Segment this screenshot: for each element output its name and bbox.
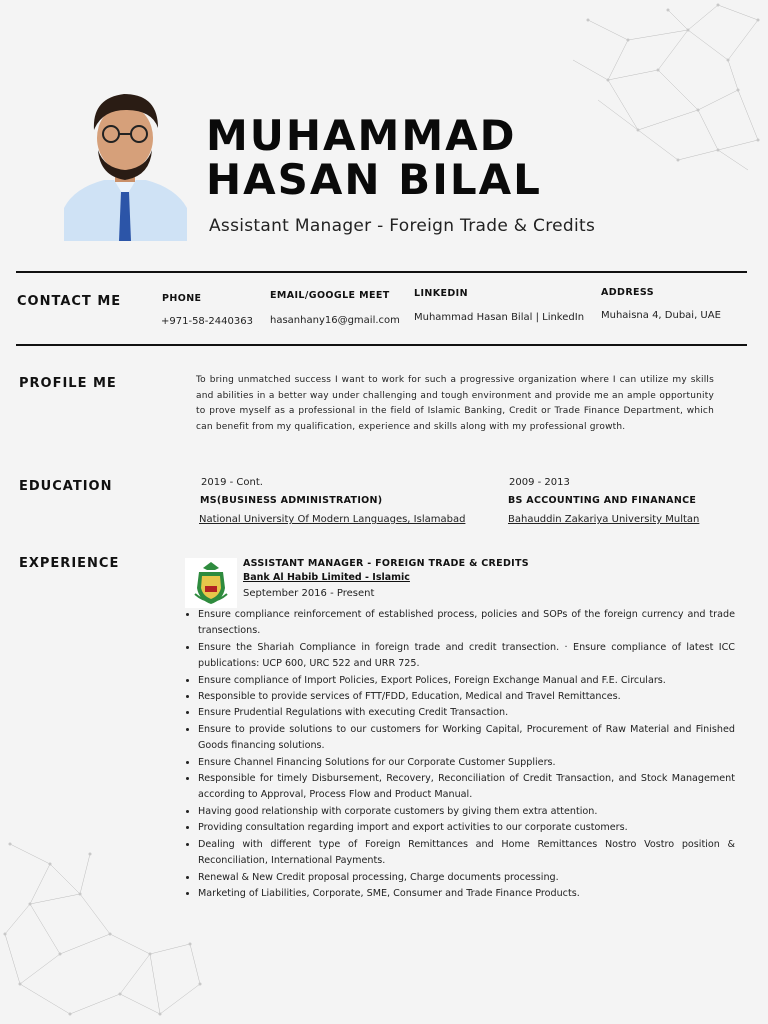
list-item: • Dealing with different type of Foreign Remittances and Home Remittances Nostro Vostro position & Reconciliation, International Payments.: [198, 837, 735, 870]
education-years: 2009 - 2013: [509, 477, 570, 488]
education-degree: BS ACCOUNTING AND FINANANCE: [508, 495, 697, 506]
experience-duties-list: [183, 607, 735, 902]
bank-logo: [185, 558, 237, 608]
profile-section-title: PROFILE ME: [19, 376, 117, 391]
name-line-1: MUHAMMAD: [206, 111, 517, 160]
contact-section-title: CONTACT ME: [17, 294, 122, 309]
list-item: • Ensure to provide solutions to our customers for Working Capital, Procurement of Raw Material and Finished Goods financing solutions.: [198, 722, 735, 755]
network-pattern-decoration: [0, 834, 210, 1024]
experience-role: ASSISTANT MANAGER - FOREIGN TRADE & CREDITS: [243, 558, 529, 569]
experience-section-title: EXPERIENCE: [19, 556, 120, 571]
email-label: EMAIL/GOOGLE MEET: [270, 290, 390, 301]
list-item: • Renewal & New Credit proposal processing, Charge documents processing.: [198, 870, 735, 886]
list-item: • Ensure compliance of Import Policies, Export Polices, Foreign Exchange Manual and F.E. Circulars.: [198, 673, 735, 689]
education-degree: MS(BUSINESS ADMINISTRATION): [200, 495, 383, 506]
phone-value[interactable]: +971-58-2440363: [161, 316, 253, 327]
list-item: • Ensure the Shariah Compliance in foreign trade and credit transection. · Ensure compliance of latest ICC publications: UCP 600, URC 522 and URR 725.: [198, 640, 735, 673]
name-line-2: HASAN BILAL: [206, 155, 542, 204]
list-item: • Ensure compliance reinforcement of established process, policies and SOPs of the foreign currency and trade transections.: [198, 607, 735, 640]
email-value[interactable]: hasanhany16@gmail.com: [270, 315, 400, 326]
list-item: • Providing consultation regarding import and export activities to our corporate customers.: [198, 820, 735, 836]
experience-dates: September 2016 - Present: [243, 588, 375, 599]
bank-emblem-icon: [185, 558, 237, 608]
network-pattern-decoration: [568, 0, 768, 200]
education-section-title: EDUCATION: [19, 479, 113, 494]
full-name: [206, 111, 542, 204]
profile-photo: [64, 88, 187, 241]
phone-label: PHONE: [162, 293, 202, 304]
profile-summary: To bring unmatched success I want to work for such a progressive organization where I can utilize my skills and abilities in a better way under challenging and tough environment and provide me an ample opportunity to prove myself as a professional in the field of Islamic Banking, Credit or Trade Finance Department, which can benefit from my qualification, experience and skills along with my professional growth.: [196, 375, 714, 432]
linkedin-link[interactable]: Muhammad Hasan Bilal | LinkedIn: [414, 312, 585, 323]
list-item: • Having good relationship with corporate customers by giving them extra attention.: [198, 804, 735, 820]
list-item: • Ensure Channel Financing Solutions for our Corporate Customer Suppliers.: [198, 755, 735, 771]
divider: [16, 344, 747, 346]
linkedin-label: LINKEDIN: [414, 288, 468, 299]
list-item: • Ensure Prudential Regulations with executing Credit Transaction.: [198, 705, 735, 721]
education-institution: National University Of Modern Languages, Islamabad: [199, 514, 466, 525]
list-item: • Responsible to provide services of FTT/FDD, Education, Medical and Travel Remittances.: [198, 689, 735, 705]
education-institution: Bahauddin Zakariya University Multan: [508, 514, 700, 525]
education-years: 2019 - Cont.: [201, 477, 263, 488]
list-item: • Marketing of Liabilities, Corporate, SME, Consumer and Trade Finance Products.: [198, 886, 735, 902]
list-item: • Responsible for timely Disbursement, Recovery, Reconciliation of Credit Transaction, and Stock Management according to Approval, Process Flow and Product Manual.: [198, 771, 735, 804]
address-label: ADDRESS: [601, 287, 654, 298]
job-title: Assistant Manager - Foreign Trade & Credits: [209, 216, 596, 236]
experience-company: Bank Al Habib Limited - Islamic: [243, 572, 410, 583]
divider: [16, 271, 747, 273]
address-value: Muhaisna 4, Dubai, UAE: [601, 310, 721, 321]
